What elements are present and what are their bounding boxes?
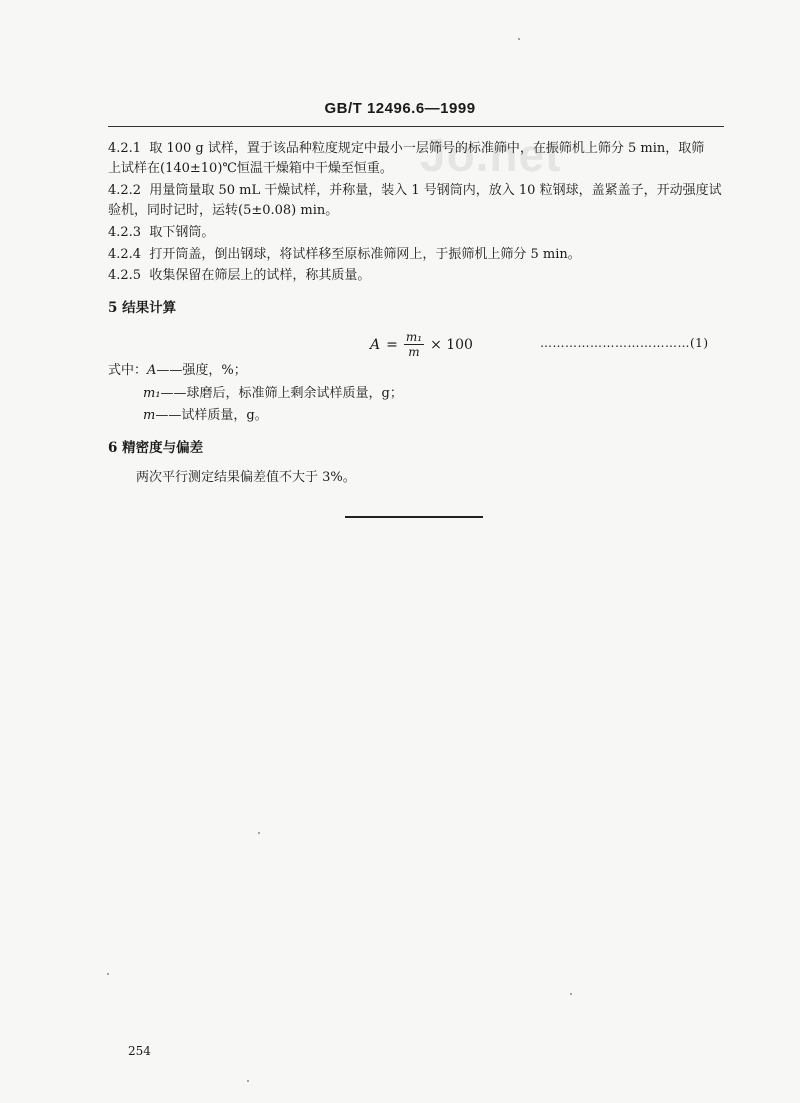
clause-4-2-5 (108, 267, 370, 285)
clause-number: 4.2.1 (108, 141, 142, 156)
clause-number: 4.2.3 (108, 225, 142, 240)
variable-description: ——强度，%； (156, 363, 247, 378)
formula-fraction (404, 330, 424, 359)
page-number: 254 (128, 1044, 151, 1058)
clause-number: 4.2.5 (108, 268, 142, 283)
section-6-text: 两次平行测定结果偏差值不大于 3%。 (136, 470, 356, 485)
equation-number: ………………………………(1) (540, 336, 709, 350)
clause-text: 打开筒盖，倒出钢球，将试样移至原标准筛网上，于振筛机上筛分 5 min。 (149, 247, 581, 262)
variable-description: ——试样质量，g。 (155, 408, 268, 423)
variable-description: ——球磨后，标准筛上剩余试样质量，g； (160, 386, 403, 401)
watermark: Jo.net (420, 129, 562, 181)
formula-lhs: A (370, 336, 381, 353)
clause-4-2-1 (108, 140, 704, 158)
variable-symbol: m (143, 408, 156, 423)
standard-code-header: GB/T 12496.6—1999 (324, 100, 476, 117)
clause-4-2-1-continued: 上试样在(140±10)℃恒温干燥箱中干燥至恒重。 (108, 161, 393, 176)
formula-denominator: m (408, 345, 420, 359)
variable-m (143, 407, 268, 425)
variable-m1 (143, 385, 403, 403)
clause-text: 用量筒量取 50 mL 干燥试样，并称量，装入 1 号钢筒内，放入 10 粒钢球，盖紧盖子，开动强度试 (149, 183, 722, 198)
clause-4-2-2-continued: 验机，同时记时，运转(5±0.08) min。 (108, 203, 339, 218)
section-5-heading: 5 结果计算 (108, 300, 177, 316)
formula-multiplier: × 100 (430, 336, 473, 353)
variable-A (108, 362, 247, 380)
clause-text: 取下钢筒。 (149, 225, 215, 240)
header-rule (108, 126, 724, 127)
section-6-heading: 6 精密度与偏差 (108, 440, 204, 456)
variable-symbol: A (147, 363, 157, 378)
variable-symbol: m₁ (143, 386, 161, 401)
scan-speck (258, 832, 260, 834)
scan-speck (518, 38, 520, 40)
formula-equals: = (386, 336, 398, 353)
formula-numerator: m₁ (405, 330, 423, 344)
clause-text: 取 100 g 试样，置于该品种粒度规定中最小一层筛号的标准筛中，在振筛机上筛分 5 min，取筛 (149, 141, 705, 156)
clause-4-2-2 (108, 182, 722, 200)
where-prefix: 式中： (108, 363, 148, 378)
clause-4-2-4 (108, 246, 581, 264)
clause-number: 4.2.2 (108, 183, 142, 198)
clause-4-2-3 (108, 224, 214, 242)
clause-text: 收集保留在筛层上的试样，称其质量。 (149, 268, 371, 283)
strength-formula (370, 330, 473, 359)
scan-speck (570, 993, 572, 995)
scan-speck (247, 1080, 249, 1082)
scan-speck (107, 973, 109, 975)
clause-number: 4.2.4 (108, 247, 142, 262)
end-rule (345, 516, 483, 518)
